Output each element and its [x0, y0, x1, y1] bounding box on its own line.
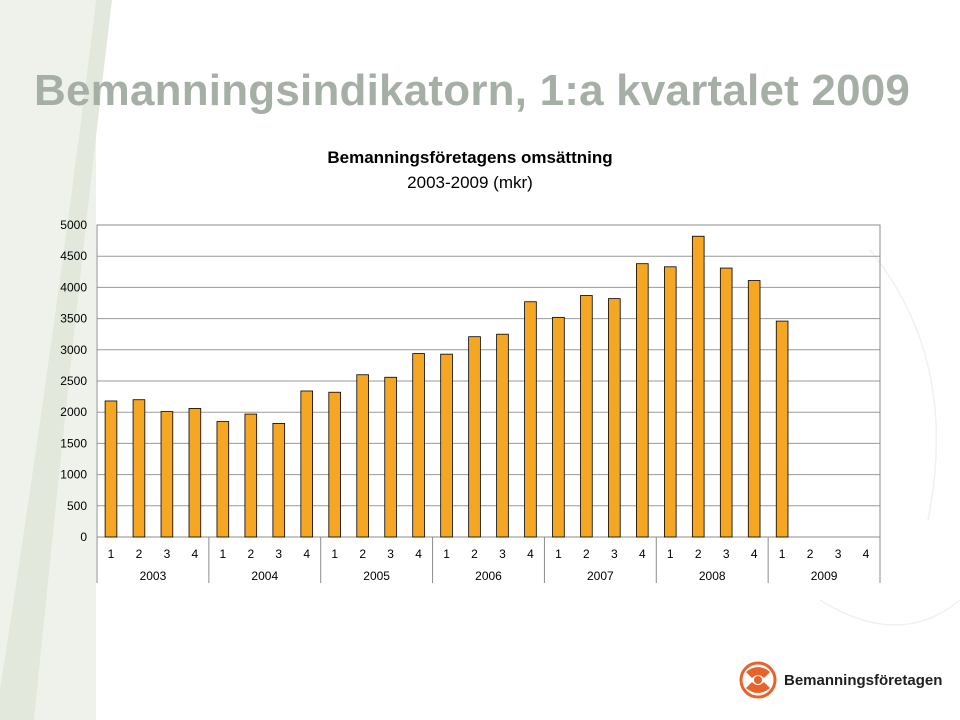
x-tick-label: 3 [275, 547, 283, 561]
year-label: 2007 [587, 569, 614, 583]
y-tick-label: 4000 [60, 280, 87, 295]
x-tick-label: 2 [583, 547, 590, 561]
bar [413, 354, 425, 537]
x-tick-label: 2 [694, 547, 702, 561]
bar [133, 400, 145, 537]
x-tick-label: 1 [219, 547, 227, 561]
x-tick-label: 2 [359, 547, 367, 561]
x-tick-label: 2 [247, 547, 255, 561]
x-tick-label: 4 [862, 547, 870, 561]
x-tick-label: 4 [750, 547, 758, 561]
bar [357, 375, 369, 537]
x-tick-label: 4 [527, 547, 534, 561]
x-tick-label: 4 [303, 547, 311, 561]
chart-title: Bemanningsföretagens omsättning [327, 148, 613, 167]
y-tick-label: 5000 [60, 218, 87, 232]
year-label: 2008 [698, 569, 726, 583]
year-label: 2004 [251, 569, 279, 583]
bar [581, 296, 593, 537]
logo-mark-icon [741, 663, 775, 697]
bar [161, 412, 173, 537]
bar [553, 317, 565, 537]
x-tick-label: 3 [722, 547, 730, 561]
bar [441, 354, 453, 537]
x-tick-label: 1 [331, 547, 339, 561]
x-tick-label: 3 [387, 547, 394, 561]
bar [245, 414, 257, 537]
bar [189, 408, 201, 537]
x-tick-label: 3 [834, 547, 842, 561]
bar [329, 392, 341, 537]
bar [720, 268, 732, 537]
bar [273, 423, 285, 537]
x-tick-label: 1 [778, 547, 786, 561]
x-tick-label: 1 [666, 547, 674, 561]
x-tick-label: 3 [499, 547, 506, 561]
x-tick-label: 2 [135, 547, 143, 561]
x-tick-label: 2 [806, 547, 814, 561]
x-tick-label: 4 [415, 547, 422, 561]
y-tick-label: 3000 [60, 342, 87, 357]
year-label: 2003 [139, 569, 167, 583]
x-tick-label: 1 [555, 547, 562, 561]
bar [748, 281, 760, 537]
bar [385, 377, 397, 537]
year-label: 2005 [363, 569, 390, 583]
y-tick-label: 2000 [60, 405, 87, 420]
y-tick-label: 4500 [60, 249, 87, 264]
bar [469, 337, 481, 537]
bar [776, 321, 788, 537]
bar [301, 391, 313, 537]
y-tick-label: 1000 [60, 467, 87, 482]
x-tick-label: 2 [471, 547, 478, 561]
bar [105, 401, 117, 537]
x-tick-label: 3 [163, 547, 171, 561]
y-tick-label: 2500 [60, 374, 87, 388]
x-tick-label: 1 [443, 547, 450, 561]
bar [664, 267, 676, 537]
y-tick-label: 1500 [60, 436, 87, 451]
x-tick-label: 4 [191, 547, 199, 561]
x-tick-label: 4 [638, 547, 646, 561]
bar [525, 302, 537, 537]
x-tick-label: 1 [107, 547, 115, 561]
slide-title: Bemanningsindikatorn, 1:a kvartalet 2009 [34, 66, 911, 115]
year-label: 2006 [475, 569, 502, 583]
bar [692, 236, 704, 537]
y-tick-label: 0 [80, 530, 87, 544]
logo-text: Bemanningsföretagen [784, 672, 943, 689]
x-tick-label: 3 [610, 547, 618, 561]
bar [636, 264, 648, 537]
bar [608, 299, 620, 537]
bar [497, 334, 509, 537]
chart-subtitle: 2003-2009 (mkr) [407, 173, 533, 192]
y-tick-label: 500 [66, 498, 87, 513]
y-tick-label: 3500 [60, 311, 87, 326]
year-label: 2009 [810, 569, 838, 583]
bar [217, 422, 229, 537]
